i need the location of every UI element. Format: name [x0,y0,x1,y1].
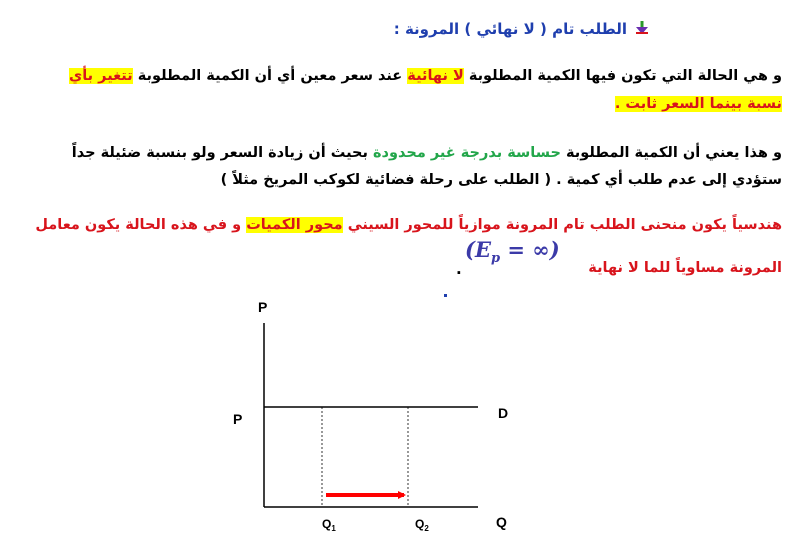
p1-highlight-infinite: لا نهائية [407,68,464,84]
p1-text-a: و هي الحالة التي تكون فيها الكمية المطلوبة [468,68,782,84]
q1-tick-label: $Q_1$ [322,517,336,533]
p3-highlight-quantity-axis: محور الكميات [246,217,343,233]
demand-label: D [498,405,509,421]
p2-text-a: و هذا يعني أن الكمية المطلوبة [565,145,782,161]
q2-tick-label: $Q_2$ [415,517,429,533]
p3-text-b: و في هذه الحالة يكون معامل [35,217,242,233]
paragraph-3-line-2: المرونة مساوياً للما لا نهاية [588,260,782,276]
p1-text-b: عند سعر معين أي أن الكمية المطلوبة [137,68,403,84]
p3-text-a: هندسياً يكون منحنى الطلب تام المرونة موازياً للمحور السيني [347,217,782,233]
formula-rest: = ∞) [500,237,560,262]
p2-text-b: بحيث أن زيادة السعر ولو بنسبة ضئيلة جداً [71,145,368,161]
x-axis-label: Q [496,514,507,530]
p1-highlight-ratio: نسبة بينما السعر ثابت . [614,96,782,112]
p1-highlight-changes: تتغير بأي [68,68,133,84]
sentence-period: . [456,260,462,278]
paragraph-2-line-2: ستؤدي إلى عدم طلب أي كمية . ( الطلب على رحلة فضائية لكوكب المريخ مثلاً ) [220,172,782,188]
p2-green-sensitive: حساسة بدرجة غير محدودة [373,145,561,161]
price-label: P [233,411,243,427]
formula-subscript: p [490,251,501,267]
heading-text: الطلب تام ( لا نهائي ) المرونة : [393,20,627,38]
formula-symbol: E [474,237,491,262]
y-axis-label: P [258,299,268,315]
formula-open-paren: ( [465,237,475,262]
